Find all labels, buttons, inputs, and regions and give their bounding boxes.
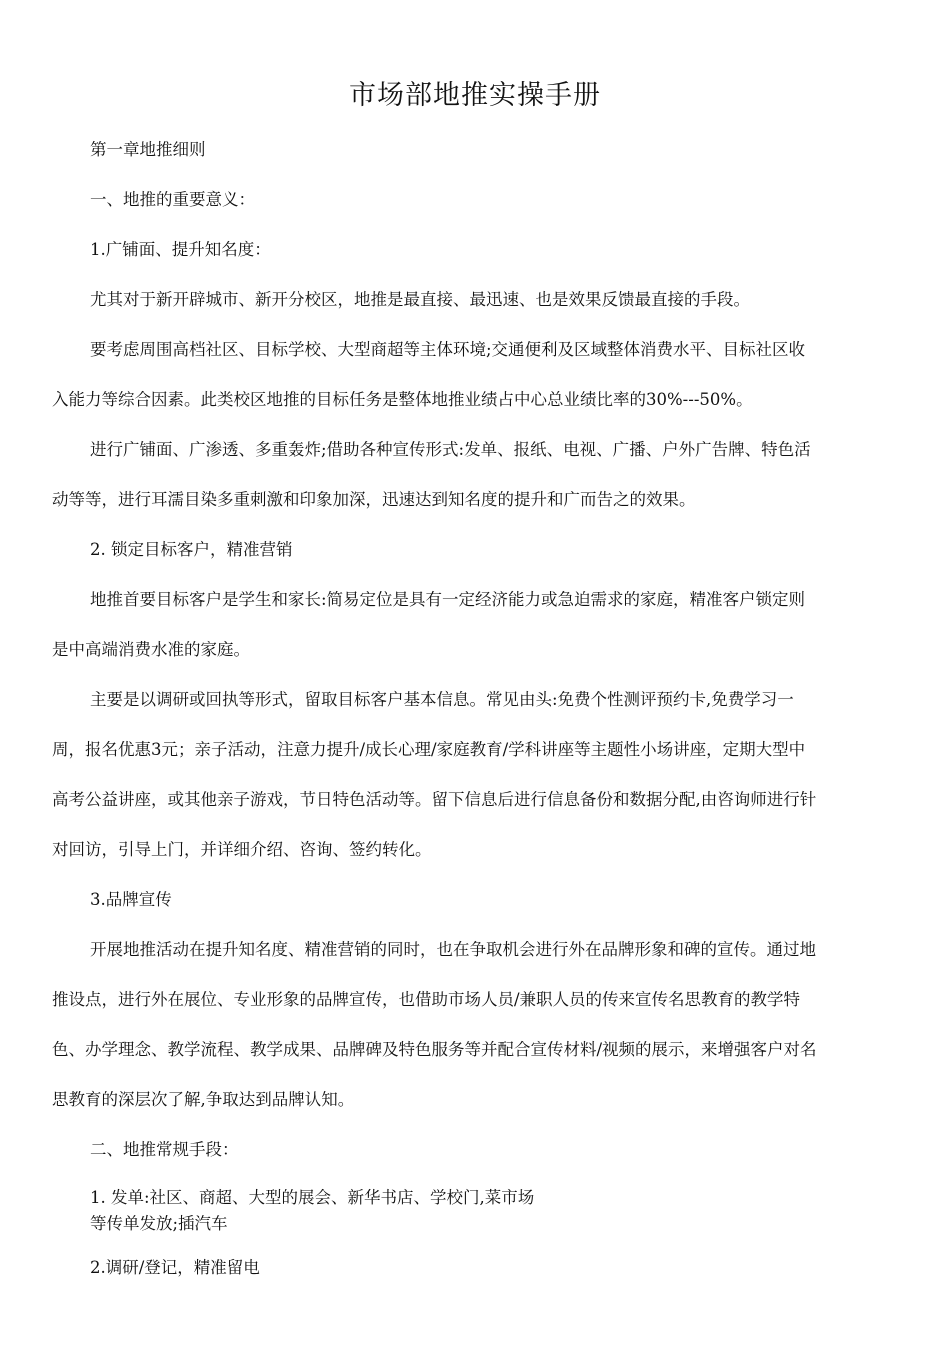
- paragraph-line: 对回访，引导上门，并详细介绍、咨询、签约转化。: [52, 840, 432, 859]
- section-heading-2: 二、地推常规手段：: [90, 1140, 239, 1159]
- paragraph-line: 地推首要目标客户是学生和家长:简易定位是具有一定经济能力或急迫需求的家庭，精准客户锁定则: [90, 590, 806, 609]
- paragraph-line: 高考公益讲座，或其他亲子游戏，节日特色活动等。留下信息后进行信息备份和数据分配,由咨询师进行针: [52, 790, 817, 809]
- paragraph-line: 进行广铺面、广渗透、多重轰炸;借助各种宣传形式:发单、报纸、电视、广播、户外广告牌、特色活: [90, 440, 811, 459]
- paragraph-line: 主要是以调研或回执等形式，留取目标客户基本信息。常见由头:免费个性测评预约卡,免费学习一: [90, 690, 794, 709]
- paragraph-line: 要考虑周围高档社区、目标学校、大型商超等主体环境;交通便利及区域整体消费水平、目标社区收: [90, 340, 806, 359]
- paragraph-line: 推设点，进行外在展位、专业形象的品牌宣传，也借助市场人员/兼职人员的传来宣传名思教育的教学特: [52, 990, 801, 1009]
- paragraph-line: 尤其对于新开辟城市、新开分校区，地推是最直接、最迅速、也是效果反馈最直接的手段。: [90, 290, 750, 309]
- subsection-heading-1: 1.广铺面、提升知名度：: [90, 240, 271, 259]
- subsection-heading-3: 3.品牌宣传: [90, 890, 172, 909]
- paragraph-line: 入能力等综合因素。此类校区地推的目标任务是整体地推业绩占中心总业绩比率的30%---50%。: [52, 390, 753, 409]
- chapter-heading: 第一章地推细则: [90, 140, 206, 159]
- paragraph-line: 色、办学理念、教学流程、教学成果、品牌碑及特色服务等并配合宣传材料/视频的展示，来增强客户对名: [52, 1040, 817, 1059]
- paragraph-line: 是中高端消费水准的家庭。: [52, 640, 250, 659]
- list-item-1-continued: 等传单发放;插汽车: [90, 1214, 228, 1233]
- subsection-heading-2: 2. 锁定目标客户，精准营销: [90, 540, 293, 559]
- document-title: 市场部地推实操手册: [349, 80, 601, 111]
- paragraph-line: 动等等，进行耳濡目染多重刺激和印象加深，迅速达到知名度的提升和广而告之的效果。: [52, 490, 696, 509]
- paragraph-line: 思教育的深层次了解,争取达到品牌认知。: [52, 1090, 355, 1109]
- list-item-2: 2.调研/登记，精准留电: [90, 1258, 260, 1277]
- list-item-1: 1. 发单:社区、商超、大型的展会、新华书店、学校门,菜市场: [90, 1188, 535, 1207]
- paragraph-line: 周，报名优惠3元；亲子活动，注意力提升/成长心理/家庭教育/学科讲座等主题性小场讲座，定期大型中: [52, 740, 806, 759]
- section-heading-1: 一、地推的重要意义：: [90, 190, 255, 209]
- paragraph-line: 开展地推活动在提升知名度、精准营销的同时，也在争取机会进行外在品牌形象和碑的宣传。通过地: [90, 940, 816, 959]
